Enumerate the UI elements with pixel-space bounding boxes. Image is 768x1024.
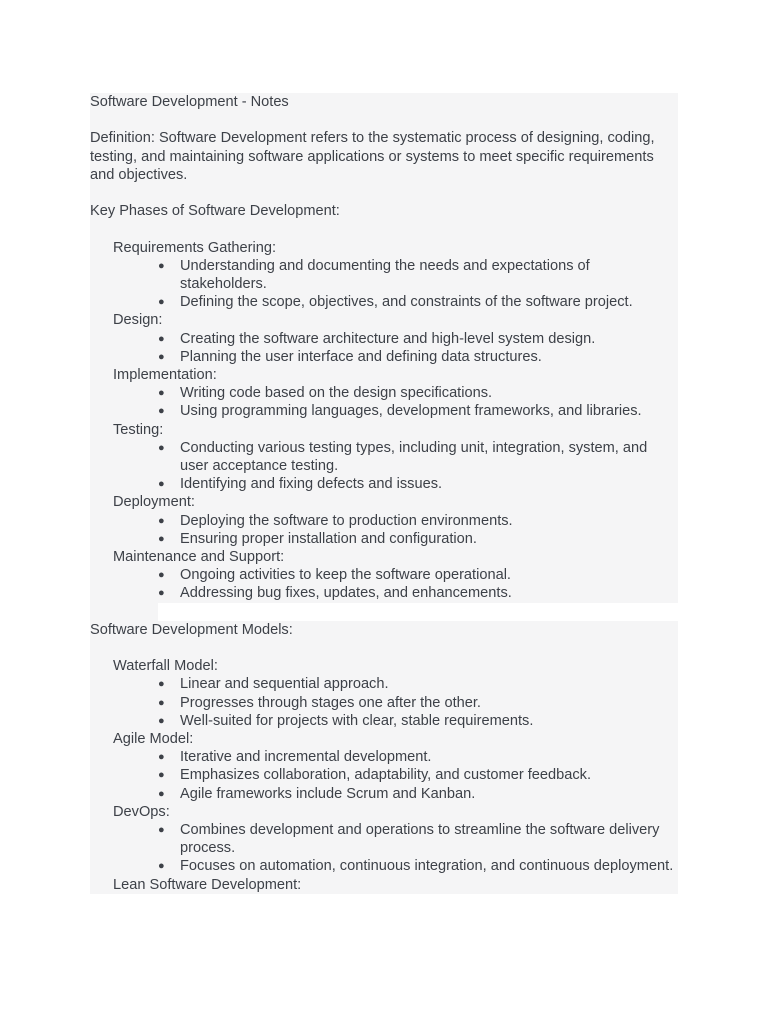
list-item xyxy=(90,402,678,420)
phase-title: Requirements Gathering: xyxy=(113,239,277,256)
models-list xyxy=(90,657,678,894)
list-item-text: Using programming languages, development frameworks, and libraries. xyxy=(180,403,642,420)
list-item xyxy=(90,821,678,857)
bullet-icon: ● xyxy=(158,587,165,600)
bullet-icon: ● xyxy=(158,332,165,345)
list-item-text: Agile frameworks include Scrum and Kanban. xyxy=(180,785,476,802)
list-item-text: Planning the user interface and defining data structures. xyxy=(180,348,542,365)
list-item-text: Linear and sequential approach. xyxy=(180,676,389,693)
doc-title: Software Development - Notes xyxy=(90,94,289,110)
list-item-text: Ensuring proper installation and configuration. xyxy=(180,530,477,547)
list-item xyxy=(90,857,678,875)
list-item xyxy=(90,584,678,602)
list-item xyxy=(90,439,678,475)
list-item-text: Conducting various testing types, including unit, integration, system, and user acceptance testing. xyxy=(180,439,648,475)
phases-heading: Key Phases of Software Development: xyxy=(90,203,340,220)
phase-bullet-list xyxy=(90,384,678,420)
list-item-text: Progresses through stages one after the other. xyxy=(180,694,481,711)
list-item-text: Combines development and operations to streamline the software delivery process. xyxy=(180,822,660,857)
list-item xyxy=(90,293,678,311)
list-item-text: Addressing bug fixes, updates, and enhancements. xyxy=(180,585,512,602)
bullet-icon: ● xyxy=(158,532,165,545)
bullet-icon: ● xyxy=(158,405,165,418)
model-bullet-list xyxy=(90,821,678,876)
phase-title: Implementation: xyxy=(113,367,217,383)
list-item xyxy=(90,475,678,493)
model-title: Lean Software Development: xyxy=(113,876,302,893)
bullet-icon: ● xyxy=(158,769,165,782)
phase-bullet-list xyxy=(90,512,678,548)
bullet-icon: ● xyxy=(158,696,165,709)
phase-bullet-list xyxy=(90,439,678,494)
bullet-icon: ● xyxy=(158,751,165,764)
phase-title: Deployment: xyxy=(113,494,195,511)
list-item xyxy=(90,766,678,784)
list-item-text: Deploying the software to production environments. xyxy=(180,512,513,529)
model-title: Waterfall Model: xyxy=(113,658,218,675)
list-item-text: Ongoing activities to keep the software operational. xyxy=(180,567,511,584)
bullet-icon: ● xyxy=(158,787,165,800)
bullet-icon: ● xyxy=(158,714,165,727)
model-title: DevOps: xyxy=(113,803,170,820)
models-block xyxy=(90,621,678,894)
phase-bullet-list xyxy=(90,257,678,312)
list-item-text: Defining the scope, objectives, and constraints of the software project. xyxy=(180,294,633,311)
notes-block xyxy=(90,93,678,603)
list-item xyxy=(90,384,678,402)
list-item-text: Well-suited for projects with clear, stable requirements. xyxy=(180,712,534,729)
model-bullet-list xyxy=(90,748,678,803)
definition-paragraph: Definition: Software Development refers to the systematic process of designing, coding, testing, and maintaining software applications or systems to meet specific requirements and objectives. xyxy=(90,130,655,183)
bullet-icon: ● xyxy=(158,259,165,272)
bullet-icon: ● xyxy=(158,478,165,491)
list-item-text: Identifying and fixing defects and issues. xyxy=(180,476,443,493)
phases-list xyxy=(90,239,678,603)
list-item-text: Writing code based on the design specifications. xyxy=(180,385,493,402)
list-item xyxy=(90,712,678,730)
list-item xyxy=(90,675,678,693)
list-item xyxy=(90,257,678,293)
list-item-text: Understanding and documenting the needs and expectations of stakeholders. xyxy=(180,257,590,292)
list-item-text: Focuses on automation, continuous integration, and continuous deployment. xyxy=(180,858,674,875)
bullet-icon: ● xyxy=(158,824,165,837)
bullet-icon: ● xyxy=(158,860,165,873)
list-item xyxy=(90,330,678,348)
bullet-icon: ● xyxy=(158,387,165,400)
document-content xyxy=(90,93,678,894)
list-item-text: Creating the software architecture and high-level system design. xyxy=(180,330,596,347)
phase-bullet-list xyxy=(90,330,678,366)
list-item xyxy=(90,748,678,766)
phase-title: Maintenance and Support: xyxy=(113,549,285,566)
list-item xyxy=(90,348,678,366)
model-title: Agile Model: xyxy=(113,731,194,748)
bullet-icon: ● xyxy=(158,514,165,527)
models-heading: Software Development Models: xyxy=(90,621,293,638)
list-item xyxy=(90,566,678,584)
list-item xyxy=(90,694,678,712)
phase-bullet-list xyxy=(90,566,678,602)
model-bullet-list xyxy=(90,675,678,730)
bullet-icon: ● xyxy=(158,678,165,691)
list-item-text: Emphasizes collaboration, adaptability, and customer feedback. xyxy=(180,767,592,784)
phase-title: Design: xyxy=(113,312,163,329)
list-item xyxy=(90,512,678,530)
phase-title: Testing: xyxy=(113,421,164,438)
bullet-icon: ● xyxy=(158,296,165,309)
bullet-icon: ● xyxy=(158,569,165,582)
list-item-text: Iterative and incremental development. xyxy=(180,749,432,766)
bullet-icon: ● xyxy=(158,441,165,454)
bullet-icon: ● xyxy=(158,350,165,363)
list-item xyxy=(90,530,678,548)
list-item xyxy=(90,785,678,803)
